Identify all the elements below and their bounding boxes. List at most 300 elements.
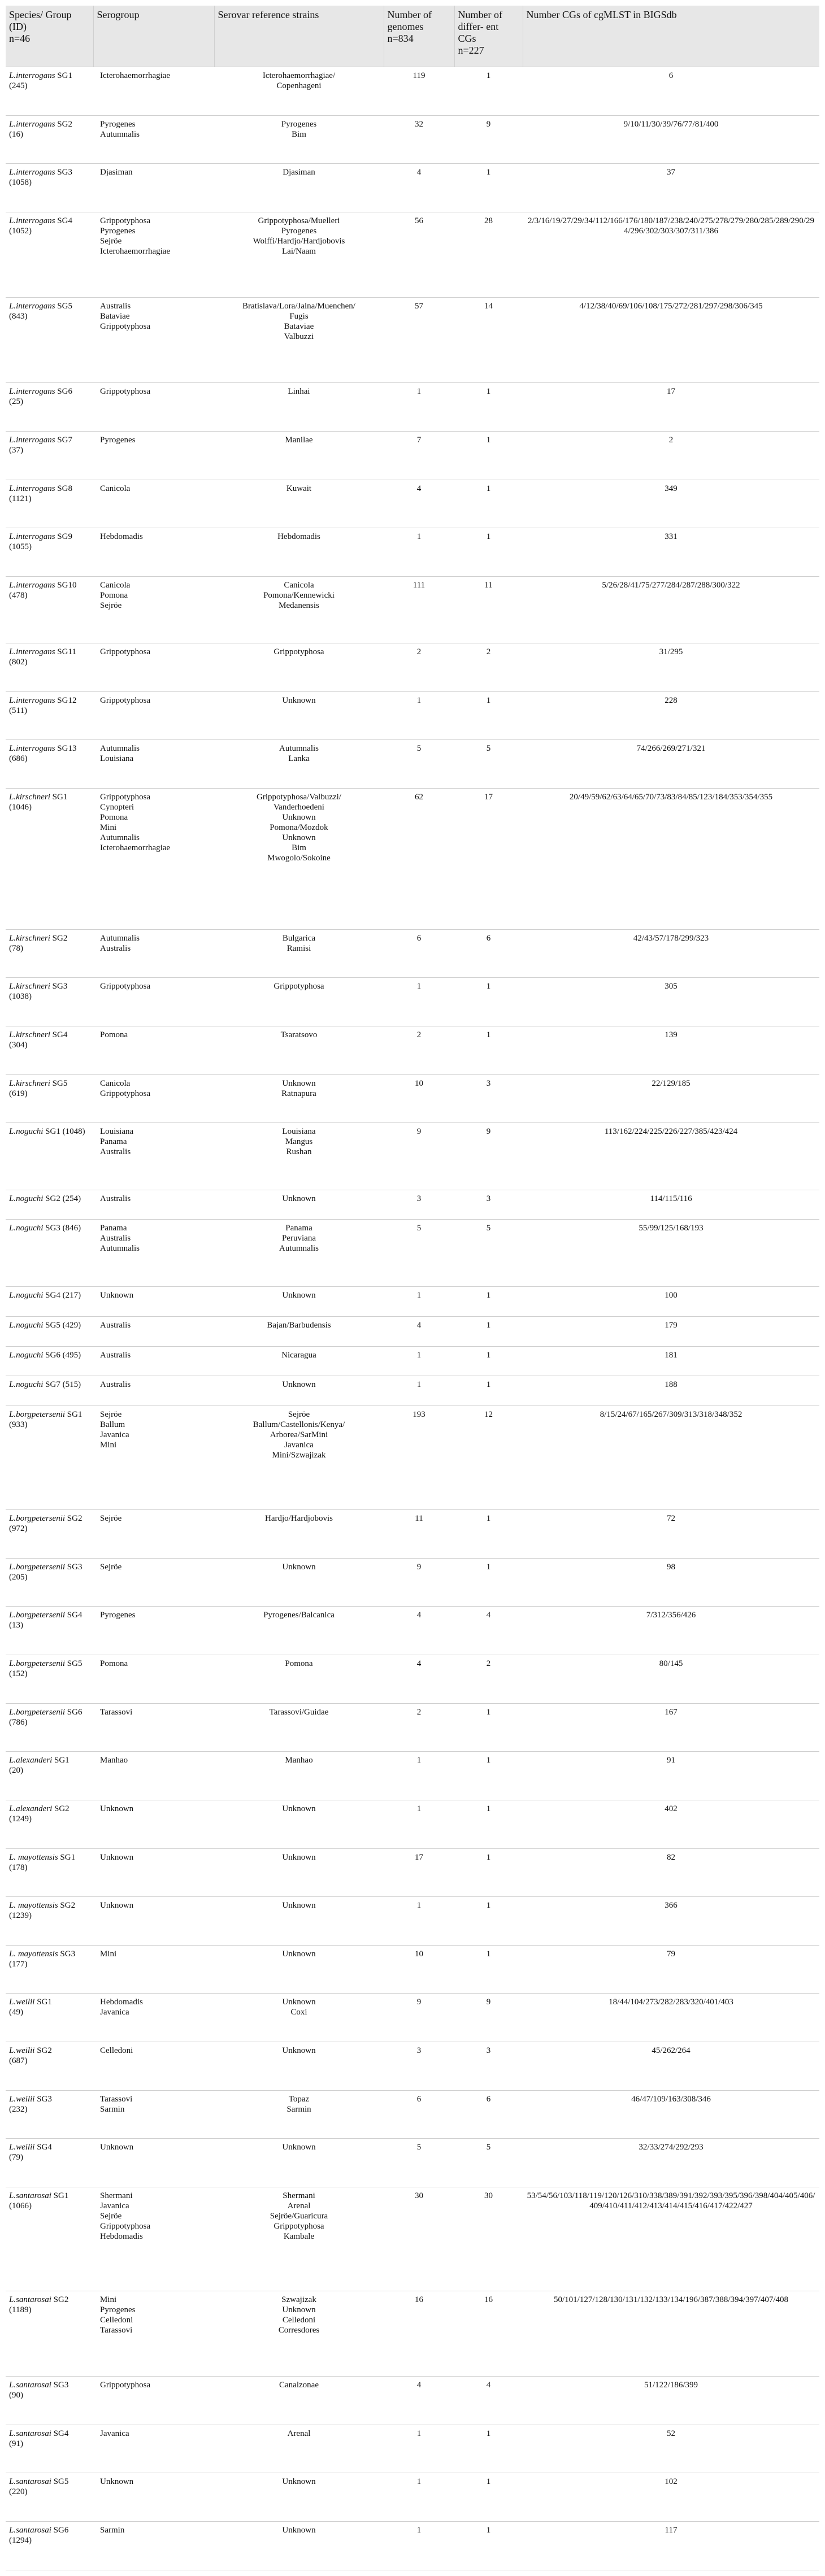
subgroup-label: SG3: [53, 2381, 69, 2390]
subgroup-label: SG2 (972): [9, 1514, 82, 1534]
serovar-name: Unknown: [282, 1194, 316, 1203]
subgroup-label: SG3: [37, 2094, 52, 2104]
serogroup-cell: [93, 1220, 214, 1286]
serovar-cell: [214, 212, 384, 297]
species-cell: [6, 1752, 93, 1800]
serogroup-name: Grippotyphosa: [100, 695, 151, 705]
serogroup-cell: [93, 1897, 214, 1946]
genomes-count: 1: [384, 1800, 454, 1848]
cgs-count: 1: [454, 2425, 523, 2473]
cg-list: 50/101/127/128/130/131/132/133/134/196/387/388/394/397/407/408: [523, 2291, 819, 2376]
table-row: [6, 2522, 819, 2570]
species-cell: [6, 67, 93, 116]
cg-list: 98: [523, 1558, 819, 1607]
cgs-count: 9: [454, 1123, 523, 1190]
serovar-name: Pomona/Kennewicki: [263, 590, 335, 600]
serogroup-name: Shermani: [100, 2191, 133, 2200]
serovar-name: Unknown: [282, 1901, 316, 1911]
cgs-count: 4: [454, 2377, 523, 2425]
subgroup-label: SG4 (217): [45, 1290, 81, 1300]
serovar-name: Kambale: [283, 2231, 315, 2241]
serovar-cell: [214, 691, 384, 740]
cg-list: 74/266/269/271/321: [523, 740, 819, 789]
cgs-count: 1: [454, 1286, 523, 1316]
subgroup-label: SG9 (1055): [9, 532, 72, 552]
cgs-count: 3: [454, 1074, 523, 1123]
serovar-name: Unknown: [282, 2477, 316, 2487]
cg-list: 52: [523, 2425, 819, 2473]
table-row: [6, 383, 819, 432]
serovar-cell: [214, 1655, 384, 1704]
table-row: [6, 1558, 819, 1607]
serovar-cell: [214, 1994, 384, 2042]
species-name: L.borgpetersenii: [9, 1707, 66, 1717]
genomes-count: 1: [384, 2425, 454, 2473]
genomes-count: 2: [384, 1703, 454, 1752]
species-name: L.weilii: [9, 2143, 35, 2152]
serogroup-name: Grippotyphosa: [100, 322, 151, 332]
table-row: [6, 978, 819, 1026]
header-cgs-n: n=227: [458, 45, 484, 56]
cgs-count: 4: [454, 1607, 523, 1655]
serogroup-name: Pomona: [100, 813, 128, 823]
serogroup-cell: [93, 1026, 214, 1074]
serogroup-name: Canicola: [100, 580, 131, 590]
species-cell: [6, 1220, 93, 1286]
genomes-count: 6: [384, 929, 454, 978]
species-cell: [6, 383, 93, 432]
species-cell: [6, 1703, 93, 1752]
genomes-count: 1: [384, 1376, 454, 1406]
species-name: L.alexanderi: [9, 1804, 53, 1813]
subgroup-id: (78): [9, 943, 23, 953]
table-row: [6, 298, 819, 383]
serogroup-cell: [93, 2425, 214, 2473]
serovar-name: Grippotyphosa/Muelleri: [258, 216, 340, 225]
cg-list: 114/115/116: [523, 1190, 819, 1220]
serovar-name: Nicaragua: [281, 1350, 316, 1360]
serogroup-cell: [93, 1376, 214, 1406]
subgroup-id: (16): [9, 129, 23, 139]
cg-list: 22/129/185: [523, 1074, 819, 1123]
cgs-count: 1: [454, 528, 523, 577]
cg-list: 31/295: [523, 643, 819, 692]
serovar-name: Mini/Szwajizak: [272, 1451, 326, 1460]
serogroup-name: Ballum: [100, 1420, 125, 1430]
serogroup-cell: [93, 1558, 214, 1607]
genomes-count: 7: [384, 431, 454, 480]
serovar-cell: [214, 1316, 384, 1346]
subgroup-id: (619): [9, 1089, 28, 1098]
table-row: [6, 2377, 819, 2425]
species-name: L.santarosai: [9, 2381, 51, 2390]
cg-list: 228: [523, 691, 819, 740]
serovar-name: Unknown: [282, 2305, 316, 2314]
subgroup-label: SG4: [53, 2429, 69, 2438]
serovar-name: Ratnapura: [281, 1089, 316, 1098]
cg-list: 188: [523, 1376, 819, 1406]
table-row: [6, 1074, 819, 1123]
serovar-cell: [214, 2377, 384, 2425]
serovar-name: Tsaratsovo: [280, 1030, 318, 1039]
serogroup-cell: [93, 1994, 214, 2042]
serogroup-cell: [93, 1123, 214, 1190]
species-cell: [6, 643, 93, 692]
serogroup-cell: [93, 1703, 214, 1752]
cgs-count: 30: [454, 2187, 523, 2291]
cg-list: 179: [523, 1316, 819, 1346]
cg-list: 331: [523, 528, 819, 577]
serogroup-name: Australis: [100, 302, 131, 311]
species-name: L.noguchi: [9, 1127, 44, 1137]
serogroup-name: Panama: [100, 1224, 127, 1233]
subgroup-id: (1046): [9, 803, 32, 812]
cgs-count: 16: [454, 2291, 523, 2376]
serovar-name: Mwogolo/Sokoine: [267, 854, 331, 863]
genomes-count: 1: [384, 2522, 454, 2570]
species-cell: [6, 2090, 93, 2139]
serovar-name: Icterohaemorrhagiae/: [262, 71, 336, 80]
serogroup-cell: [93, 978, 214, 1026]
genomes-count: 10: [384, 1074, 454, 1123]
table-header: [6, 6, 819, 67]
serogroup-name: Pyrogenes: [100, 1611, 136, 1620]
serovar-name: Unknown: [282, 2526, 316, 2535]
species-name: L.santarosai: [9, 2191, 51, 2200]
subgroup-label: SG2: [57, 119, 72, 129]
cg-list: 82: [523, 1848, 819, 1897]
species-name: L.weilii: [9, 2094, 35, 2104]
subgroup-label: SG3: [52, 982, 68, 991]
serogroup-cell: [93, 740, 214, 789]
cg-list: 4/12/38/40/69/106/108/175/272/281/297/298/306/345: [523, 298, 819, 383]
serogroup-cell: [93, 1607, 214, 1655]
table-row: [6, 740, 819, 789]
species-cell: [6, 576, 93, 643]
cg-list: 2/3/16/19/27/29/34/112/166/176/180/187/238/240/275/278/279/280/285/289/290/294/296/302/303/307/311/386: [523, 212, 819, 297]
serovar-cell: [214, 298, 384, 383]
subgroup-label: SG2 (254): [45, 1194, 81, 1203]
species-name: L.weilii: [9, 2046, 35, 2056]
cgs-count: 1: [454, 978, 523, 1026]
header-species-label: Species/ Group (ID): [9, 9, 72, 32]
genomes-count: 193: [384, 1406, 454, 1510]
species-cell: [6, 929, 93, 978]
serogroup-name: Javanica: [100, 1430, 129, 1440]
table-row: [6, 431, 819, 480]
cgs-count: 1: [454, 1897, 523, 1946]
header-cgs: [454, 6, 523, 67]
serovar-cell: [214, 1897, 384, 1946]
species-name: L.alexanderi: [9, 1756, 53, 1765]
serogroup-name: Australis: [100, 1380, 131, 1390]
serogroup-cell: [93, 2090, 214, 2139]
species-name: L. mayottensis: [9, 1949, 58, 1959]
serogroup-name: Australis: [100, 943, 131, 953]
serovar-cell: [214, 1220, 384, 1286]
serovar-cell: [214, 115, 384, 164]
cgs-count: 3: [454, 1190, 523, 1220]
serogroup-cell: [93, 691, 214, 740]
serovar-name: Manilae: [285, 435, 313, 445]
cgs-count: 1: [454, 1316, 523, 1346]
cg-list: 20/49/59/62/63/64/65/70/73/83/84/85/123/184/353/354/355: [523, 789, 819, 930]
serovar-name: Bim: [292, 843, 306, 853]
serogroup-name: Sejröe: [100, 1562, 122, 1572]
serovar-name: Manhao: [285, 1756, 313, 1765]
serovar-name: Ramisi: [286, 943, 311, 953]
serogroup-name: Javanica: [100, 2201, 129, 2211]
genomes-count: 4: [384, 2377, 454, 2425]
serovar-name: Unknown: [282, 2046, 316, 2056]
species-cell: [6, 1286, 93, 1316]
cg-list: 37: [523, 164, 819, 212]
serovar-name: Arenal: [287, 2201, 311, 2211]
species-name: L.noguchi: [9, 1380, 44, 1390]
serogroup-name: Panama: [100, 1137, 127, 1147]
species-cell: [6, 2377, 93, 2425]
subgroup-label: SG6: [53, 2526, 69, 2535]
serovar-cell: [214, 1703, 384, 1752]
genomes-count: 9: [384, 1123, 454, 1190]
serogroup-name: Mini: [100, 823, 117, 833]
serovar-name: Unknown: [282, 695, 316, 705]
serovar-name: Szwajizak: [281, 2295, 316, 2304]
subgroup-label: SG3 (1058): [9, 168, 72, 188]
species-cell: [6, 1346, 93, 1376]
genomes-count: 5: [384, 2139, 454, 2187]
table-row: [6, 1994, 819, 2042]
subgroup-id: (1066): [9, 2201, 32, 2211]
subgroup-label: SG1: [52, 793, 68, 802]
cgs-count: 1: [454, 1558, 523, 1607]
species-cell: [6, 1316, 93, 1346]
serovar-name: Grippotyphosa: [273, 982, 324, 991]
cgs-count: 1: [454, 164, 523, 212]
serovar-cell: [214, 2139, 384, 2187]
species-cell: [6, 1406, 93, 1510]
serovar-cell: [214, 1848, 384, 1897]
species-cell: [6, 2291, 93, 2376]
serovar-cell: [214, 978, 384, 1026]
genomes-count: 3: [384, 2042, 454, 2091]
serogroup-cell: [93, 2473, 214, 2522]
serovar-name: Autumnalis: [279, 1244, 319, 1254]
serogroup-name: Grippotyphosa: [100, 216, 151, 225]
serogroup-cell: [93, 383, 214, 432]
species-cell: [6, 431, 93, 480]
species-name: L.interrogans: [9, 435, 55, 445]
cg-list: 167: [523, 1703, 819, 1752]
species-cell: [6, 298, 93, 383]
serovar-name: Fugis: [289, 312, 309, 321]
subgroup-id: (232): [9, 2104, 28, 2114]
table-row: [6, 789, 819, 930]
genomes-count: 5: [384, 1220, 454, 1286]
serovar-name: Lanka: [288, 754, 310, 764]
species-cell: [6, 1994, 93, 2042]
cg-list: 8/15/24/67/165/267/309/313/318/348/352: [523, 1406, 819, 1510]
genomes-count: 9: [384, 1558, 454, 1607]
header-row: [6, 6, 819, 67]
serogroup-name: Australis: [100, 1320, 131, 1330]
genomes-count: 1: [384, 528, 454, 577]
serovar-name: Arborea/SarMini: [270, 1430, 328, 1440]
serogroup-name: Pomona: [100, 1659, 128, 1669]
genomes-count: 1: [384, 691, 454, 740]
serovar-name: Ballum/Castellonis/Kenya/: [253, 1420, 345, 1430]
subgroup-label: SG8 (1121): [9, 484, 72, 503]
table-body: [6, 67, 819, 2570]
cg-list: 18/44/104/273/282/283/320/401/403: [523, 1994, 819, 2042]
serovar-name: Rushan: [286, 1147, 312, 1157]
table-row: [6, 2291, 819, 2376]
serogroup-name: Australis: [100, 1194, 131, 1203]
serovar-cell: [214, 2291, 384, 2376]
species-name: L.interrogans: [9, 119, 55, 129]
species-name: L.interrogans: [9, 647, 55, 657]
serovar-name: Unknown: [282, 1290, 316, 1300]
serogroup-name: Louisiana: [100, 754, 134, 764]
cgs-count: 2: [454, 1655, 523, 1704]
species-name: L. mayottensis: [9, 1852, 58, 1862]
species-cell: [6, 1800, 93, 1848]
cg-list: 9/10/11/30/39/76/77/81/400: [523, 115, 819, 164]
serogroup-cell: [93, 643, 214, 692]
subgroup-id: (20): [9, 1766, 23, 1776]
genomes-count: 10: [384, 1945, 454, 1994]
species-name: L.noguchi: [9, 1224, 44, 1233]
species-cell: [6, 789, 93, 930]
subgroup-label: SG7: [57, 435, 72, 445]
serogroup-name: Javanica: [100, 2008, 129, 2017]
serovar-name: Javanica: [284, 1441, 314, 1450]
serovar-cell: [214, 1346, 384, 1376]
species-name: L.interrogans: [9, 695, 55, 705]
subgroup-label: SG1 (933): [9, 1410, 82, 1430]
cgs-count: 11: [454, 576, 523, 643]
subgroup-id: (90): [9, 2391, 23, 2400]
cgs-count: 2: [454, 643, 523, 692]
serogroup-name: Tarassovi: [100, 2094, 133, 2104]
serovar-cell: [214, 1945, 384, 1994]
serovar-name: Vanderhoedeni: [273, 803, 324, 812]
species-cell: [6, 212, 93, 297]
table-row: [6, 1406, 819, 1510]
serovar-name: Unknown: [282, 813, 316, 823]
genomes-count: 4: [384, 1316, 454, 1346]
serogroup-name: Mini: [100, 2295, 117, 2304]
cg-list: 51/122/186/399: [523, 2377, 819, 2425]
serogroup-cell: [93, 789, 214, 930]
serovar-cell: [214, 1190, 384, 1220]
serogroup-cell: [93, 431, 214, 480]
genomes-count: 16: [384, 2291, 454, 2376]
subgroup-label: SG5: [52, 1078, 68, 1088]
species-name: L.interrogans: [9, 302, 55, 311]
table-row: [6, 1800, 819, 1848]
header-serogroup: Serogroup: [93, 6, 214, 67]
serogroup-name: Unknown: [100, 1852, 134, 1862]
serovar-name: Hebdomadis: [277, 532, 320, 542]
species-name: L.borgpetersenii: [9, 1514, 66, 1524]
serovar-cell: [214, 2522, 384, 2570]
species-name: L.noguchi: [9, 1290, 44, 1300]
serovar-name: Celledoni: [282, 2315, 316, 2325]
species-name: L.interrogans: [9, 216, 55, 225]
serovar-name: Pyrogenes/Balcanica: [263, 1611, 335, 1620]
serogroup-cell: [93, 480, 214, 528]
species-name: L.interrogans: [9, 532, 55, 542]
genomes-count: 4: [384, 164, 454, 212]
serovar-name: Unknown: [282, 1998, 316, 2007]
serovar-name: Pyrogenes: [281, 119, 317, 129]
subgroup-label: SG3 (177): [9, 1949, 76, 1969]
cg-list: 72: [523, 1510, 819, 1559]
serovar-name: Unknown: [282, 2143, 316, 2152]
cgs-count: 1: [454, 2473, 523, 2522]
serovar-name: Grippotyphosa: [273, 647, 324, 657]
serogroup-name: Pyrogenes: [100, 226, 136, 236]
cg-list: 17: [523, 383, 819, 432]
cgs-count: 1: [454, 1510, 523, 1559]
serogroup-cell: [93, 2042, 214, 2091]
subgroup-label: SG12 (511): [9, 695, 77, 715]
cg-list: 402: [523, 1800, 819, 1848]
species-cell: [6, 1607, 93, 1655]
cgs-count: 5: [454, 1220, 523, 1286]
serovar-name: Louisiana: [282, 1127, 316, 1137]
serovar-name: Linhai: [288, 387, 310, 397]
cgs-count: 1: [454, 431, 523, 480]
header-genomes-label: Number of genomes: [387, 9, 432, 32]
species-name: L.interrogans: [9, 744, 55, 754]
cg-list: 6: [523, 67, 819, 116]
serogroup-cell: [93, 1316, 214, 1346]
serogroup-name: Icterohaemorrhagiae: [100, 71, 171, 80]
cg-list: 117: [523, 2522, 819, 2570]
serovar-cell: [214, 929, 384, 978]
serogroup-name: Grippotyphosa: [100, 1089, 151, 1098]
serogroup-name: Pyrogenes: [100, 2305, 136, 2314]
header-species-n: n=46: [9, 33, 31, 44]
genomes-count: 11: [384, 1510, 454, 1559]
serovar-name: Medanensis: [279, 601, 319, 610]
species-name: L.borgpetersenii: [9, 1611, 66, 1620]
serogroup-name: Manhao: [100, 1756, 128, 1765]
serogroup-name: Icterohaemorrhagiae: [100, 843, 171, 853]
subgroup-label: SG5 (152): [9, 1659, 82, 1679]
subgroup-id: (687): [9, 2056, 28, 2066]
serogroup-cell: [93, 1406, 214, 1510]
serogroup-name: Hebdomadis: [100, 532, 143, 542]
serovar-name: Pomona: [285, 1659, 313, 1669]
subgroup-label: SG3 (846): [45, 1224, 81, 1233]
species-cell: [6, 1026, 93, 1074]
serogroup-name: Canicola: [100, 1078, 131, 1088]
table-row: [6, 576, 819, 643]
serovar-cell: [214, 2473, 384, 2522]
cgs-count: 9: [454, 1994, 523, 2042]
serovar-cell: [214, 2042, 384, 2091]
species-name: L.interrogans: [9, 484, 55, 493]
serovar-cell: [214, 2425, 384, 2473]
serovar-name: Panama: [285, 1224, 312, 1233]
serovar-name: Corresdores: [278, 2325, 320, 2335]
table-row: [6, 2187, 819, 2291]
species-name: L.interrogans: [9, 168, 55, 177]
serovar-name: Topaz: [288, 2094, 310, 2104]
